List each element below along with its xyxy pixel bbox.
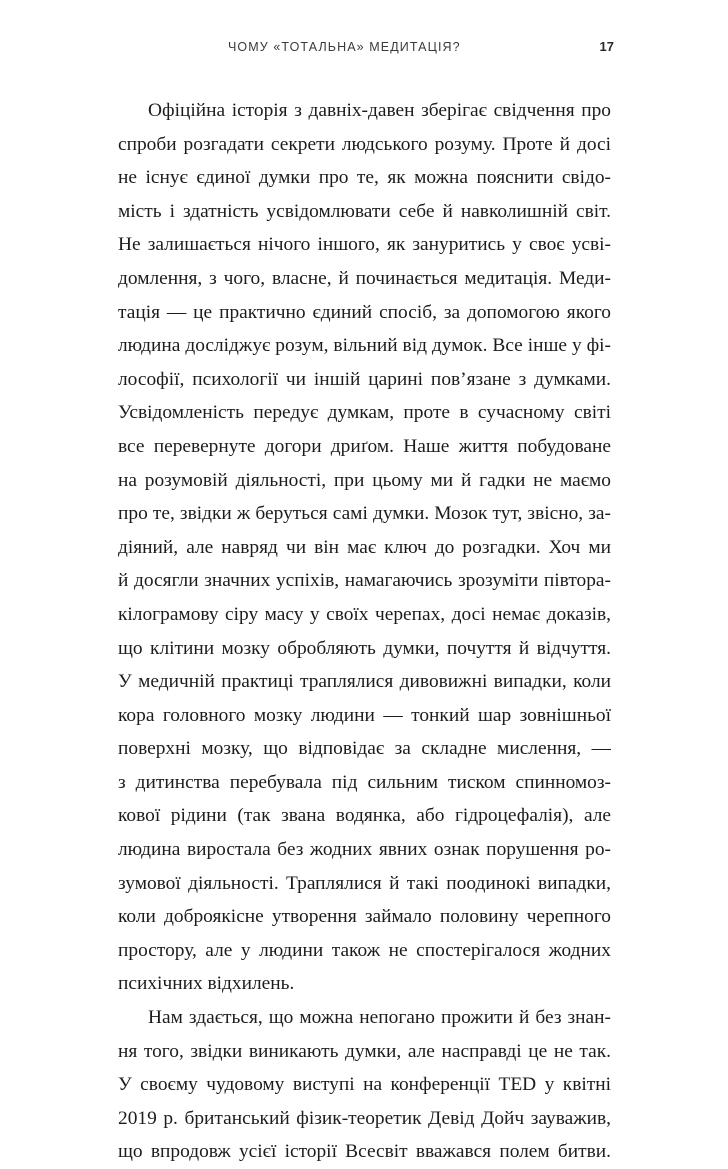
- text-line: 2019 р. британський фізик-теоретик Девід Дойч зауважив,: [118, 1107, 611, 1129]
- text-line: Не залишається нічого іншого, як зануритись у своє усві-: [118, 234, 611, 256]
- text-line: тація — це практично єдиний спосіб, за допомогою якого: [118, 301, 611, 323]
- text-line: зумової діяльності. Траплялися й такі поодинокі випадки,: [118, 872, 611, 894]
- text-line: простору, але у людини також не спостерігалося жодних: [118, 939, 611, 961]
- text-line: людина досліджує розум, вільний від думок. Все інше у фі-: [118, 335, 611, 357]
- text-line: кілограмову сіру масу у своїх черепах, досі немає доказів,: [118, 603, 611, 625]
- text-line: психічних відхилень.: [118, 973, 295, 995]
- text-line: про те, звідки ж беруться самі думки. Мозок тут, звісно, за-: [118, 503, 611, 525]
- text-line: ня того, звідки виникають думки, але насправді це не так.: [118, 1040, 611, 1062]
- text-line: все перевернуте догори дриґом. Наше життя побудоване: [118, 435, 611, 457]
- text-line: кора головного мозку людини — тонкий шар зовнішньої: [118, 704, 611, 726]
- text-line: діяний, але навряд чи він має ключ до розгадки. Хоч ми: [118, 536, 611, 558]
- text-line: Офіційна історія з давніх-давен зберігає свідчення про: [148, 100, 611, 121]
- text-line: У своєму чудовому виступі на конференції TED у квітні: [118, 1074, 611, 1096]
- text-line: на розумовій діяльності, при цьому ми й гадки не маємо: [118, 469, 611, 491]
- text-line: й досягли значних успіхів, намагаючись зрозуміти півтора-: [118, 570, 611, 592]
- text-line: коли доброякісне утворення займало половину черепного: [118, 906, 611, 928]
- paragraph-2: [118, 1001, 611, 1169]
- text-line: не існує єдиної думки про те, як можна пояснити свідо-: [118, 167, 611, 189]
- text-line: мість і здатність усвідомлювати себе й навколишній світ.: [118, 200, 611, 222]
- text-line: людина виростала без жодних явних ознак порушення ро-: [118, 839, 611, 861]
- text-line: поверхні мозку, що відповідає за складне мислення, —: [118, 738, 611, 760]
- text-line: У медичній практиці траплялися дивовижні випадки, коли: [118, 671, 611, 693]
- text-line: Усвідомленість передує думкам, проте в сучасному світі: [118, 402, 611, 424]
- page-number: 17: [599, 39, 614, 54]
- text-line: Нам здається, що можна непогано прожити й без знан-: [148, 1007, 611, 1029]
- text-line: що клітини мозку обробляють думки, почуття й відчуття.: [118, 637, 611, 659]
- text-line: з дитинства перебувала під сильним тиском спинномоз-: [118, 771, 611, 793]
- running-header-title: ЧОМУ «ТОТАЛЬНА» МЕДИТАЦІЯ?: [228, 40, 461, 54]
- text-line: спроби розгадати секрети людського розуму. Проте й досі: [118, 133, 611, 155]
- text-line: що впродовж усієї історії Всесвіт вважався полем битви.: [118, 1141, 611, 1163]
- paragraph-1: [118, 94, 611, 1001]
- text-line: домлення, з чого, власне, й починається медитація. Меди-: [118, 267, 611, 289]
- text-line: лософії, психології чи іншій царині пов’язане з думками.: [118, 368, 611, 390]
- body-text: [118, 94, 611, 1169]
- text-line: кової рідини (так звана водянка, або гідроцефалія), але: [118, 805, 611, 827]
